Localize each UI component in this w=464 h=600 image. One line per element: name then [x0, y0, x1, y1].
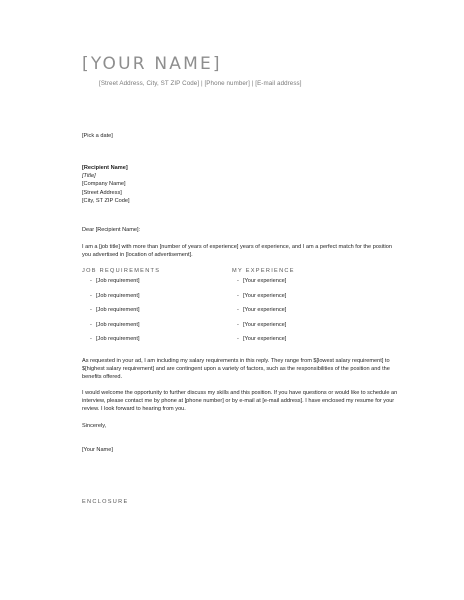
recipient-title[interactable]: [Title] [82, 173, 96, 180]
signer-name[interactable]: [Your Name] [82, 447, 113, 453]
list-item[interactable]: - [Your experience] [237, 278, 287, 284]
recipient-name[interactable]: [Recipient Name] [82, 165, 128, 171]
recipient-city[interactable]: [City, ST ZIP Code] [82, 197, 130, 204]
job-requirements-list [90, 278, 140, 351]
intro-paragraph[interactable]: I am a [job title] with more than [number of years of experience] years of experience, and I am a perfect match for the position you advertised in [location of advertisement]. [82, 244, 392, 259]
sign-off[interactable]: Sincerely, [82, 423, 107, 429]
list-item[interactable]: - [Job requirement] [90, 321, 140, 328]
job-requirements-heading: JOB REQUIREMENTS [82, 268, 161, 274]
sender-contact-line[interactable]: [Street Address, City, ST ZIP Code] | [Phone number] | [E-mail address] [99, 80, 302, 87]
recipient-block [82, 164, 130, 205]
list-item[interactable]: - [Your experience] [237, 336, 287, 342]
list-item[interactable]: - [Job requirement] [90, 307, 140, 313]
closing-paragraph[interactable]: I would welcome the opportunity to further discuss my skills and this position. If you have questions or would like to schedule an interview, please contact me by phone at [phone number] or by e-mail at [e-mail address]. I have enclosed my resume for your review. I look forward to hearing from you. [82, 390, 398, 413]
date-field[interactable]: [Pick a date] [82, 133, 113, 139]
list-item[interactable]: - [Your experience] [237, 307, 287, 313]
salary-paragraph[interactable]: As requested in your ad, I am including my salary requirements in this reply. They range from $[lowest salary requirement] to $[highest salary requirement] and are contingent upon a variety of factors, such as the responsibilities of the position and the benefits offered. [82, 358, 390, 381]
list-item[interactable]: - [Job requirement] [90, 292, 140, 299]
recipient-company[interactable]: [Company Name] [82, 181, 126, 188]
sender-name[interactable]: [YOUR NAME] [82, 54, 222, 74]
enclosure-label[interactable]: ENCLOSURE [82, 499, 129, 505]
my-experience-heading: MY EXPERIENCE [232, 268, 295, 274]
list-item[interactable]: - [Your experience] [237, 321, 287, 328]
my-experience-list [237, 278, 286, 351]
list-item[interactable]: - [Job requirement] [90, 336, 140, 342]
recipient-street[interactable]: [Street Address] [82, 189, 122, 196]
list-item[interactable]: - [Job requirement] [90, 278, 140, 284]
list-item[interactable]: - [Your experience] [237, 292, 287, 299]
salutation[interactable]: Dear [Recipient Name]: [82, 227, 141, 233]
